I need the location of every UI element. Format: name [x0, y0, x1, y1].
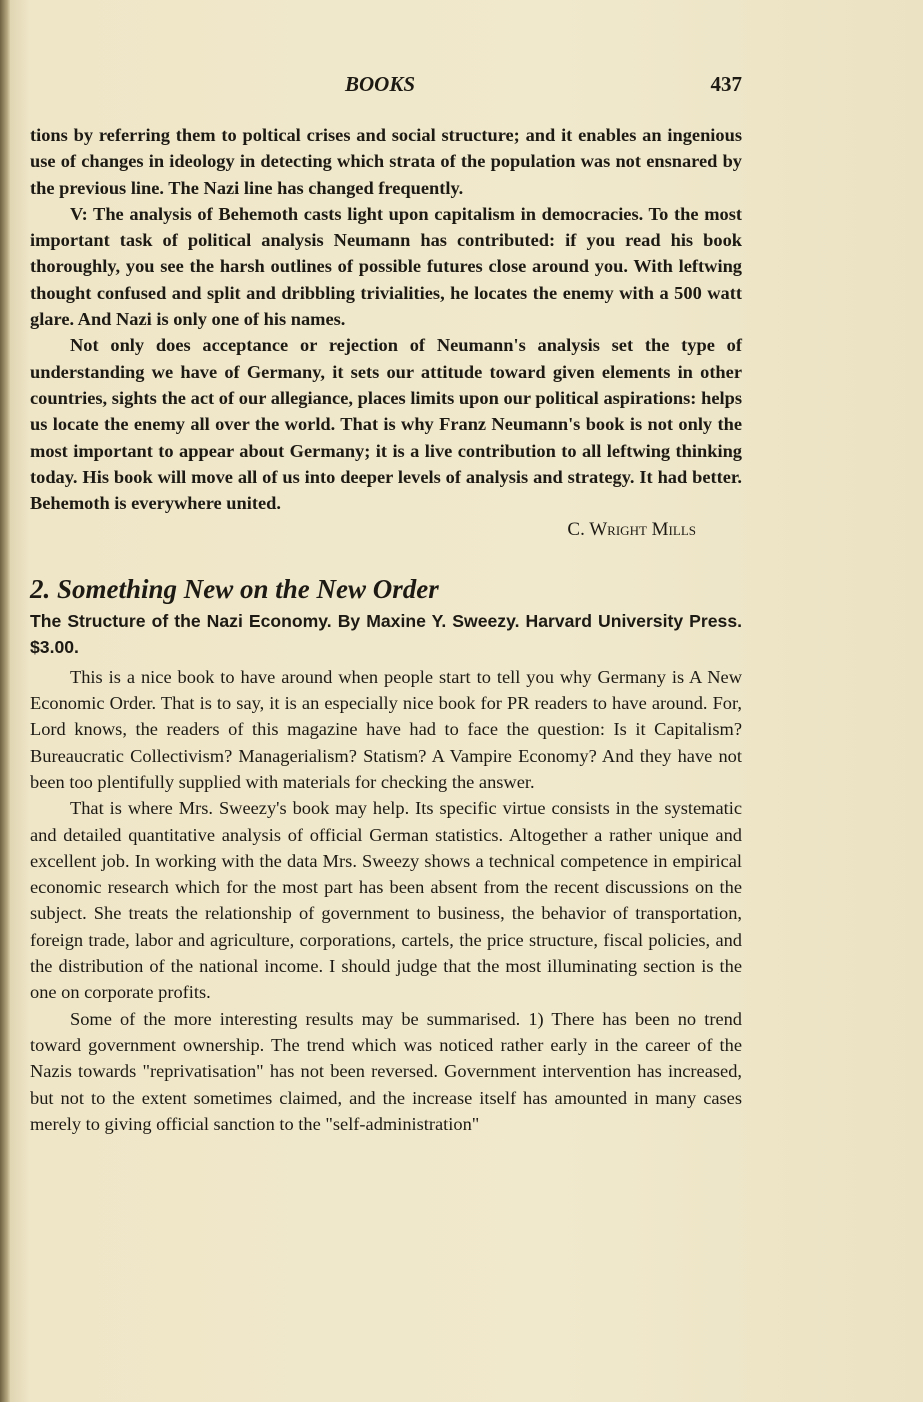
- review1-paragraph-3: Not only does acceptance or rejection of Neumann's analysis set the type of understanding we have of Germany, it sets our attitude toward given elements in other countries, sights the act of our allegiance, places limits upon our political aspirations: helps us locate the enemy all over the world. That is why Franz Neumann's book is not only the most important to appear about Germany; it is a live contribution to all leftwing thinking today. His book will move all of us into deeper levels of analysis and strategy. It had better. Behemoth is everywhere united.: [30, 335, 742, 514]
- review2-paragraph-2: That is where Mrs. Sweezy's book may help. Its specific virtue consists in the systematic and detailed quantitative analysis of official German statistics. Altogether a rather unique and excellent job. In working with the data Mrs. Sweezy shows a technical competence in empirical economic research which for the most part has been absent from the recent discussions on the subject. She treats the relationship of government to business, the behavior of transportation, foreign trade, labor and agriculture, corporations, cartels, the price structure, fiscal policies, and the distribution of the national income. I should judge that the most illuminating section is the one on corporate profits.: [30, 798, 742, 1003]
- review1-paragraph-2: V: The analysis of Behemoth casts light upon capitalism in democracies. To the most important task of political analysis Neumann has contributed: if you read his book thoroughly, you see the harsh outlines of possible futures close around you. With leftwing thought confused and split and dribbling trivialities, he locates the enemy with a 500 watt glare. And Nazi is only one of his names.: [30, 203, 742, 330]
- page-header: [30, 72, 742, 100]
- section-title: 2. Something New on the New Order: [30, 573, 439, 604]
- review2-paragraph-1: This is a nice book to have around when people start to tell you why Germany is A New Economic Order. That is to say, it is an especially nice book for PR readers to have around. For, Lord knows, the readers of this magazine have had to face the question: Is it Capitalism? Bureaucratic Collectivism? Managerialism? Statism? A Vampire Economy? And they have not been too plentifully supplied with materials for checking the answer.: [30, 666, 742, 792]
- page-number: 437: [710, 72, 742, 96]
- review1-paragraph-1: tions by referring them to poltical crises and social structure; and it enables an ingenious use of changes in ideology in detecting which strata of the population was not ensnared by the previous line. The Nazi line has changed frequently.: [30, 125, 742, 198]
- review2-paragraph-3: Some of the more interesting results may be summarised. 1) There has been no trend toward government ownership. The trend which was noticed rather early in the career of the Nazis towards "reprivatisation" has not been reversed. Government intervention has increased, but not to the extent sometimes claimed, and the increase itself has amounted in many cases merely to giving official sanction to the "self-administration": [30, 1008, 742, 1134]
- page-body: [30, 122, 742, 1137]
- book-citation: The Structure of the Nazi Economy. By Maxine Y. Sweezy. Harvard University Press. $3.00.: [30, 610, 742, 657]
- reviewer-signature: C. Wright Mills: [567, 519, 696, 541]
- running-head: BOOKS: [345, 72, 416, 96]
- page-gutter-shadow: [0, 0, 10, 1402]
